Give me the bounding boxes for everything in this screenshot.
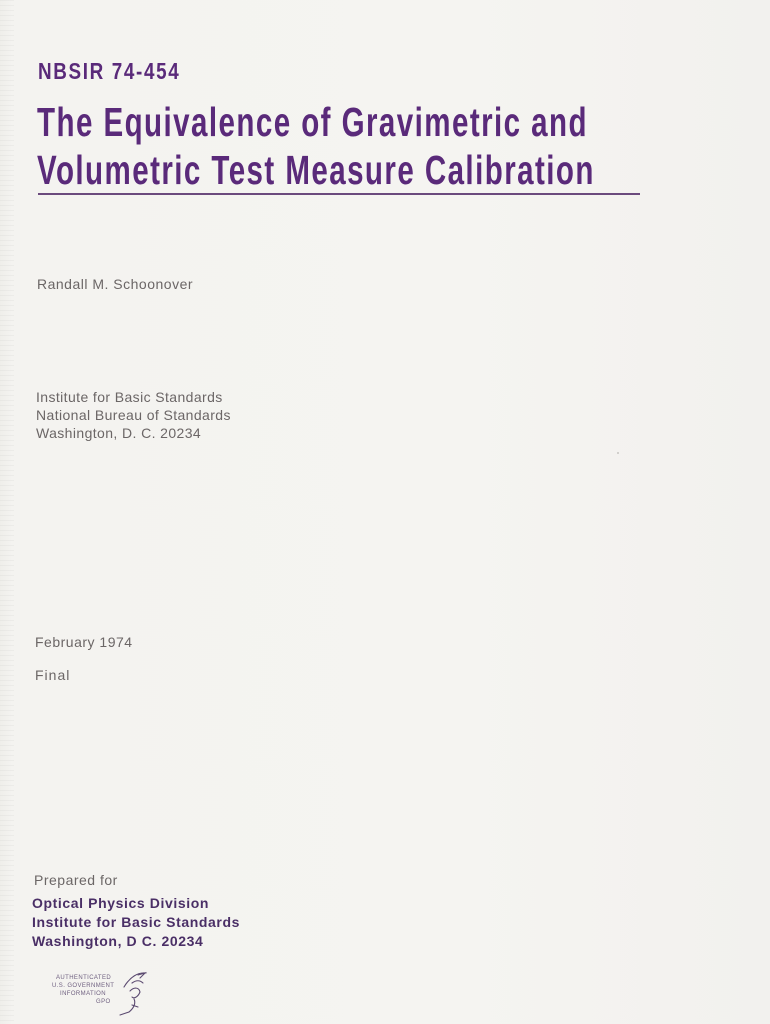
seal-line-2: U.S. GOVERNMENT bbox=[52, 983, 115, 989]
seal-line-3: INFORMATION bbox=[60, 991, 106, 997]
sponsor-line-3: Washington, D C. 20234 bbox=[32, 933, 204, 949]
paper-speck bbox=[617, 452, 619, 454]
seal-line-1: AUTHENTICATED bbox=[56, 975, 112, 981]
title-underline bbox=[38, 193, 640, 195]
seal-line-4: GPO bbox=[96, 999, 111, 1005]
publication-date: February 1974 bbox=[35, 634, 133, 650]
affiliation-line-1: Institute for Basic Standards bbox=[36, 389, 223, 405]
gpo-eagle-icon bbox=[120, 973, 146, 1015]
document-title bbox=[37, 98, 595, 194]
binding-edge bbox=[0, 0, 14, 1024]
title-line-2: Volumetric Test Measure Calibration bbox=[37, 147, 595, 193]
report-status: Final bbox=[35, 667, 71, 683]
sponsor-block bbox=[32, 894, 240, 951]
author-name: Randall M. Schoonover bbox=[37, 276, 194, 292]
gpo-authenticated-seal bbox=[50, 965, 160, 1017]
report-number: NBSIR 74-454 bbox=[38, 58, 181, 84]
affiliation-line-2: National Bureau of Standards bbox=[36, 407, 231, 423]
title-line-1: The Equivalence of Gravimetric and bbox=[37, 99, 588, 145]
prepared-for-label: Prepared for bbox=[34, 872, 118, 888]
sponsor-line-2: Institute for Basic Standards bbox=[32, 914, 240, 930]
affiliation-line-3: Washington, D. C. 20234 bbox=[36, 425, 202, 441]
author-affiliation bbox=[36, 388, 231, 442]
sponsor-line-1: Optical Physics Division bbox=[32, 895, 210, 911]
